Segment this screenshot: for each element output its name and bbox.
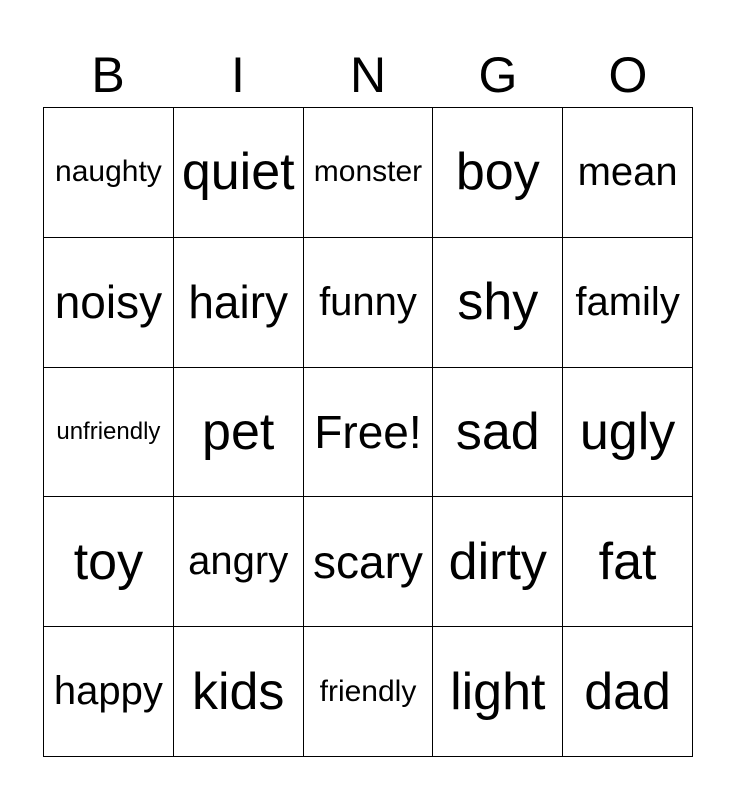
bingo-cell[interactable] [433,368,563,498]
bingo-cell[interactable] [304,108,434,238]
bingo-cell[interactable] [433,497,563,627]
bingo-cell[interactable] [563,238,693,368]
header-letter-o: O [608,47,648,103]
bingo-cell[interactable] [174,627,304,757]
bingo-cell[interactable] [433,108,563,238]
bingo-cell[interactable] [433,238,563,368]
bingo-board [43,107,693,757]
bingo-cell[interactable] [563,497,693,627]
bingo-cell[interactable] [174,497,304,627]
cell-word: naughty [55,155,162,189]
bingo-cell[interactable] [433,627,563,757]
cell-word: shy [457,273,539,332]
cell-word: happy [53,669,163,714]
bingo-cell[interactable] [44,108,174,238]
cell-word: light [450,662,546,721]
cell-word: monster [313,155,423,189]
bingo-cell[interactable] [44,368,174,498]
bingo-cell[interactable] [174,108,304,238]
cell-word: unfriendly [56,417,161,445]
bingo-cell[interactable] [304,238,434,368]
cell-word: friendly [319,674,417,708]
cell-word: family [575,279,680,324]
cell-word: kids [191,662,285,721]
bingo-cell[interactable] [563,108,693,238]
cell-word: mean [577,149,678,194]
cell-word: dirty [448,532,547,591]
bingo-cell[interactable] [174,238,304,368]
bingo-cell[interactable] [44,497,174,627]
header-letter-b: B [91,47,125,103]
header-letter-i: I [231,47,245,103]
cell-word: dad [584,662,671,721]
cell-word: toy [73,532,144,591]
cell-word: noisy [54,276,163,329]
cell-word: quiet [181,143,295,202]
cell-word: pet [202,402,275,461]
bingo-cell[interactable] [563,627,693,757]
cell-word: scary [313,535,423,588]
cell-word: sad [455,402,540,461]
free-space-label: Free! [314,405,422,458]
header-letter-g: G [478,47,518,103]
cell-word: fat [598,532,657,591]
cell-word: hairy [188,276,289,329]
cell-word: ugly [579,402,676,461]
bingo-cell[interactable] [174,368,304,498]
bingo-cell[interactable] [304,627,434,757]
cell-word: angry [188,539,289,584]
cell-word: boy [455,143,540,202]
bingo-header [43,45,693,105]
bingo-cell[interactable] [44,627,174,757]
cell-word: funny [319,279,417,324]
free-space-cell[interactable] [304,368,434,498]
bingo-cell[interactable] [44,238,174,368]
bingo-cell[interactable] [563,368,693,498]
bingo-cell[interactable] [304,497,434,627]
header-letter-n: N [349,47,387,103]
